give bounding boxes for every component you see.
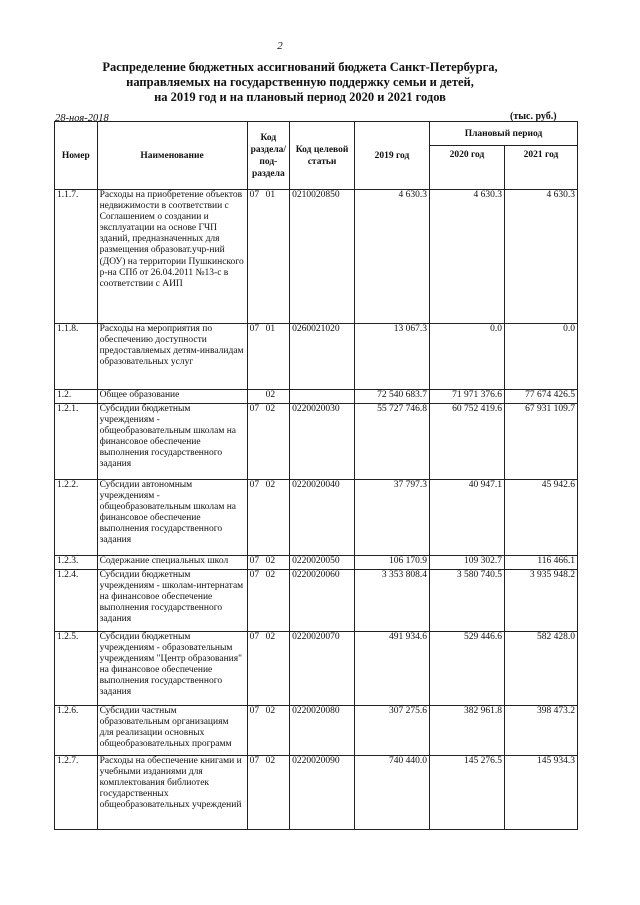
table-header-row — [55, 122, 578, 146]
row-number: 1.2.1. — [55, 404, 98, 480]
row-2021: 398 473.2 — [504, 706, 577, 756]
table-row — [55, 632, 578, 706]
section-code: 07 — [249, 190, 260, 200]
table-row — [55, 570, 578, 632]
section-code: 07 — [249, 632, 260, 642]
row-name: Субсидии бюджетным учреждениям - общеобразовательным школам на финансовое обеспечение выполнения государственного задания — [97, 404, 247, 480]
row-2021: 3 935 948.2 — [504, 570, 577, 632]
row-name: Субсидии частным образовательным организациям для реализации основных общеобразовательных программ — [97, 706, 247, 756]
row-2019: 491 934.6 — [354, 632, 429, 706]
row-section — [247, 404, 290, 480]
row-section — [247, 556, 290, 570]
header-section-code: Код раздела/ под-раздела — [247, 122, 290, 190]
row-target-code: 0220020040 — [290, 480, 355, 556]
row-number: 1.2.5. — [55, 632, 98, 706]
title-line-1: Распределение бюджетных ассигнований бюджета Санкт-Петербурга, — [102, 60, 498, 74]
row-number: 1.1.8. — [55, 324, 98, 390]
row-number: 1.2.4. — [55, 570, 98, 632]
subsection-code: 02 — [265, 480, 276, 490]
row-target-code: 0220020070 — [290, 632, 355, 706]
row-2020: 4 630.3 — [429, 190, 504, 324]
units-label: (тыс. руб.) — [510, 111, 557, 122]
row-2020: 40 947.1 — [429, 480, 504, 556]
document-title — [40, 60, 560, 105]
row-2021: 77 674 426.5 — [504, 390, 577, 404]
section-code: 07 — [249, 404, 260, 414]
report-date: 28-ноя-2018 — [55, 113, 109, 124]
row-name: Общее образование — [97, 390, 247, 404]
row-2019: 55 727 746.8 — [354, 404, 429, 480]
table-row — [55, 480, 578, 556]
section-code: 07 — [249, 480, 260, 490]
subsection-code: 01 — [265, 190, 276, 200]
row-2019: 37 797.3 — [354, 480, 429, 556]
row-2019: 740 440.0 — [354, 756, 429, 830]
subsection-code: 02 — [265, 632, 276, 642]
title-line-2: направляемых на государственную поддержку семьи и детей, — [126, 75, 474, 89]
row-number: 1.2. — [55, 390, 98, 404]
row-name: Субсидии бюджетным учреждениям - образовательным учреждениям "Центр образования" на финансовое обеспечение выполнения государственного задания — [97, 632, 247, 706]
row-target-code: 0220020060 — [290, 570, 355, 632]
row-2019: 4 630.3 — [354, 190, 429, 324]
header-2019: 2019 год — [354, 122, 429, 190]
subsection-code: 02 — [265, 390, 276, 400]
table-row — [55, 324, 578, 390]
row-number: 1.1.7. — [55, 190, 98, 324]
section-code: 07 — [249, 756, 260, 766]
row-section — [247, 632, 290, 706]
row-2020: 382 961.8 — [429, 706, 504, 756]
subsection-code: 02 — [265, 404, 276, 414]
row-2019: 72 540 683.7 — [354, 390, 429, 404]
section-code: 07 — [249, 556, 260, 566]
row-2020: 0.0 — [429, 324, 504, 390]
row-target-code: 0220020090 — [290, 756, 355, 830]
table-row — [55, 756, 578, 830]
row-2019: 106 170.9 — [354, 556, 429, 570]
subsection-code: 02 — [265, 706, 276, 716]
section-code: 07 — [249, 706, 260, 716]
row-section — [247, 190, 290, 324]
row-target-code — [290, 390, 355, 404]
row-section — [247, 570, 290, 632]
row-name: Содержание специальных школ — [97, 556, 247, 570]
row-2020: 145 276.5 — [429, 756, 504, 830]
row-name: Расходы на приобретение объектов недвижимости в соответствии с Соглашением о создании и эксплуатации на основе ГЧП зданий, предназначенных для размещения образоват.учр-ний (ДОУ) на территории Пушкинского р-на СПб от 26.04.2011 №13-с в соответствии с АИП — [97, 190, 247, 324]
row-2020: 60 752 419.6 — [429, 404, 504, 480]
header-2021: 2021 год — [504, 146, 577, 190]
row-number: 1.2.6. — [55, 706, 98, 756]
header-target-code: Код целевой статьи — [290, 122, 355, 190]
header-planned-period: Плановый период — [429, 122, 577, 146]
row-number: 1.2.7. — [55, 756, 98, 830]
row-section — [247, 480, 290, 556]
row-target-code: 0220020030 — [290, 404, 355, 480]
subsection-code: 01 — [265, 324, 276, 334]
row-2019: 307 275.6 — [354, 706, 429, 756]
section-code: 07 — [249, 324, 260, 334]
row-2019: 13 067.3 — [354, 324, 429, 390]
page-number: 2 — [277, 40, 283, 52]
budget-table — [54, 121, 578, 830]
row-target-code: 0220020080 — [290, 706, 355, 756]
row-section — [247, 324, 290, 390]
row-2021: 67 931 109.7 — [504, 404, 577, 480]
row-section — [247, 390, 290, 404]
subsection-code: 02 — [265, 756, 276, 766]
table-row — [55, 556, 578, 570]
row-target-code: 0260021020 — [290, 324, 355, 390]
table-row — [55, 706, 578, 756]
row-2021: 4 630.3 — [504, 190, 577, 324]
row-section — [247, 706, 290, 756]
row-2021: 145 934.3 — [504, 756, 577, 830]
header-number: Номер — [55, 122, 98, 190]
row-name: Субсидии автономным учреждениям - общеобразовательным школам на финансовое обеспечение выполнения государственного задания — [97, 480, 247, 556]
subsection-code: 02 — [265, 556, 276, 566]
row-2019: 3 353 808.4 — [354, 570, 429, 632]
table-row — [55, 404, 578, 480]
row-2021: 116 466.1 — [504, 556, 577, 570]
row-2020: 109 302.7 — [429, 556, 504, 570]
row-name: Расходы на мероприятия по обеспечению доступности предоставляемых детям-инвалидам образовательных услуг — [97, 324, 247, 390]
title-line-3: на 2019 год и на плановый период 2020 и 2021 годов — [154, 90, 446, 104]
row-2020: 529 446.6 — [429, 632, 504, 706]
row-name: Расходы на обеспечение книгами и учебными изданиями для комплектования библиотек государственных общеобразовательных учреждений — [97, 756, 247, 830]
header-name: Наименование — [97, 122, 247, 190]
row-2021: 45 942.6 — [504, 480, 577, 556]
table-row — [55, 190, 578, 324]
row-target-code: 0220020050 — [290, 556, 355, 570]
row-section — [247, 756, 290, 830]
row-number: 1.2.3. — [55, 556, 98, 570]
row-name: Субсидии бюджетным учреждениям - школам-интернатам на финансовое обеспечение выполнения государственного задания — [97, 570, 247, 632]
row-2021: 0.0 — [504, 324, 577, 390]
subsection-code: 02 — [265, 570, 276, 580]
header-2020: 2020 год — [429, 146, 504, 190]
row-target-code: 0210020850 — [290, 190, 355, 324]
row-2020: 71 971 376.6 — [429, 390, 504, 404]
row-number: 1.2.2. — [55, 480, 98, 556]
row-2020: 3 580 740.5 — [429, 570, 504, 632]
section-code: 07 — [249, 570, 260, 580]
table-row — [55, 390, 578, 404]
row-2021: 582 428.0 — [504, 632, 577, 706]
